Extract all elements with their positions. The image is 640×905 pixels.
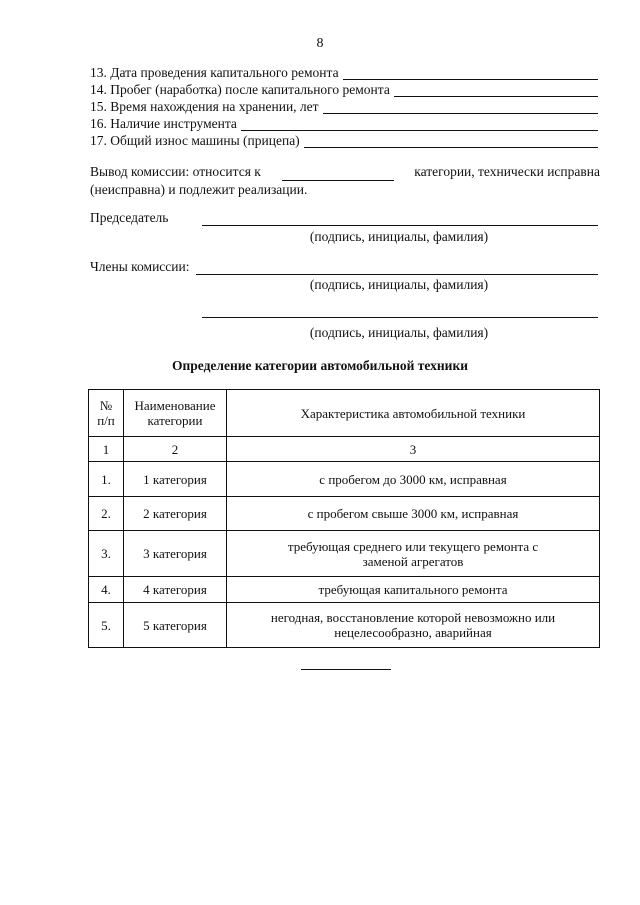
signature-line <box>202 214 598 226</box>
table-row <box>89 603 600 648</box>
col-number: 1 <box>89 437 124 462</box>
field-storage-time <box>90 98 598 114</box>
field-label: 15. Время нахождения на хранении, лет <box>90 99 319 114</box>
row-number: 1. <box>89 462 124 497</box>
signature-caption: (подпись, инициалы, фамилия) <box>309 229 489 244</box>
members-signature <box>90 259 598 275</box>
signature-line <box>196 263 599 275</box>
table-row <box>89 577 600 603</box>
fill-line <box>304 136 598 148</box>
field-label: 13. Дата проведения капитального ремонта <box>90 65 339 80</box>
row-description: негодная, восстановление которой невозможно или нецелесообразно, аварийная <box>227 603 600 648</box>
header-number: № п/п <box>89 390 124 437</box>
field-label: 17. Общий износ машины (прицепа) <box>90 133 300 148</box>
row-category: 2 категория <box>124 497 227 531</box>
page-number: 8 <box>316 36 324 51</box>
signature-caption: (подпись, инициалы, фамилия) <box>309 325 489 340</box>
field-mileage <box>90 81 598 97</box>
field-label: 14. Пробег (наработка) после капитального ремонта <box>90 82 390 97</box>
row-number: 2. <box>89 497 124 531</box>
row-category: 3 категория <box>124 531 227 577</box>
row-category: 4 категория <box>124 577 227 603</box>
member-signature-2 <box>202 306 598 318</box>
field-label: 16. Наличие инструмента <box>90 116 237 131</box>
field-wear <box>90 132 598 148</box>
category-table <box>88 389 600 648</box>
col-number: 2 <box>124 437 227 462</box>
fill-line <box>241 119 598 131</box>
chairman-label: Председатель <box>90 210 169 225</box>
row-description: с пробегом до 3000 км, исправная <box>227 462 600 497</box>
row-description: требующая среднего или текущего ремонта с заменой агрегатов <box>227 531 600 577</box>
row-description: с пробегом свыше 3000 км, исправная <box>227 497 600 531</box>
members-label: Члены комиссии: <box>90 259 190 274</box>
col-number: 3 <box>227 437 600 462</box>
fill-line <box>323 102 598 114</box>
end-divider <box>301 669 391 670</box>
field-repair-date <box>90 64 598 80</box>
conclusion-part2: категории, технически исправна <box>414 164 600 179</box>
header-category-name: Наименование категории <box>124 390 227 437</box>
row-category: 5 категория <box>124 603 227 648</box>
fill-line <box>343 68 598 80</box>
row-category: 1 категория <box>124 462 227 497</box>
table-header-row <box>89 390 600 437</box>
row-number: 5. <box>89 603 124 648</box>
table-title: Определение категории автомобильной техники <box>171 358 469 373</box>
commission-conclusion <box>90 163 600 199</box>
header-characteristic: Характеристика автомобильной техники <box>227 390 600 437</box>
row-number: 4. <box>89 577 124 603</box>
row-description: требующая капитального ремонта <box>227 577 600 603</box>
category-blank <box>282 169 394 181</box>
signature-line <box>202 306 598 318</box>
signature-caption: (подпись, инициалы, фамилия) <box>309 277 489 292</box>
conclusion-part3: (неисправна) и подлежит реализации. <box>90 182 308 197</box>
table-row <box>89 497 600 531</box>
fill-line <box>394 85 598 97</box>
chairman-signature <box>90 210 598 226</box>
table-row <box>89 462 600 497</box>
field-tools <box>90 115 598 131</box>
conclusion-part1: Вывод комиссии: относится к <box>90 164 261 179</box>
row-number: 3. <box>89 531 124 577</box>
table-numbering-row <box>89 437 600 462</box>
table-row <box>89 531 600 577</box>
